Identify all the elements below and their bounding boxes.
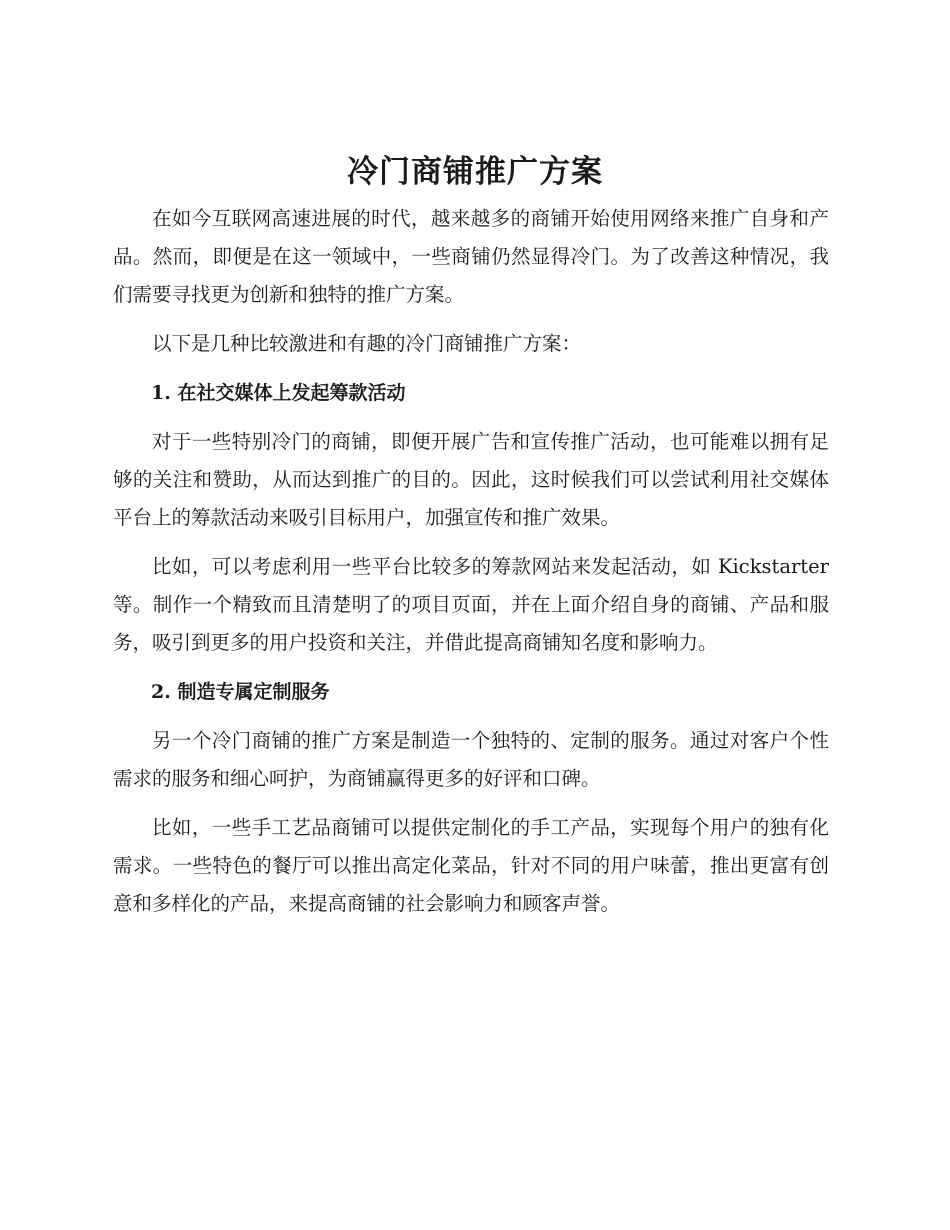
paragraph-section1-a: 对于一些特别冷门的商铺，即便开展广告和宣传推广活动，也可能难以拥有足够的关注和赞助，从而达到推广的目的。因此，这时候我们可以尝试利用社交媒体平台上的筹款活动来吸引目标用户，加强宣传和推广效果。 <box>113 430 829 529</box>
document-title: 冷门商铺推广方案 <box>347 154 603 190</box>
paragraph-list-intro: 以下是几种比较激进和有趣的冷门商铺推广方案： <box>152 332 582 355</box>
document-body <box>113 200 829 934</box>
paragraph-section2-b: 比如，一些手工艺品商铺可以提供定制化的手工产品，实现每个用户的独有化需求。一些特色的餐厅可以推出高定化菜品，针对不同的用户味蕾，推出更富有创意和多样化的产品，来提高商铺的社会影响力和顾客声誉。 <box>113 816 829 915</box>
section-heading-1: 1. 在社交媒体上发起筹款活动 <box>151 382 406 404</box>
paragraph-section1-b: 比如，可以考虑利用一些平台比较多的筹款网站来发起活动，如 Kickstarter 等。制作一个精致而且清楚明了的项目页面，并在上面介绍自身的商铺、产品和服务，吸引到更多的用户投资和关注，并借此提高商铺知名度和影响力。 <box>113 555 829 654</box>
section-heading-2: 2. 制造专属定制服务 <box>151 681 330 703</box>
paragraph-section2-a: 另一个冷门商铺的推广方案是制造一个独特的、定制的服务。通过对客户个性需求的服务和细心呵护，为商铺赢得更多的好评和口碑。 <box>113 729 829 790</box>
paragraph-intro: 在如今互联网高速进展的时代，越来越多的商铺开始使用网络来推广自身和产品。然而，即便是在这一领域中，一些商铺仍然显得冷门。为了改善这种情况，我们需要寻找更为创新和独特的推广方案。 <box>113 207 829 306</box>
